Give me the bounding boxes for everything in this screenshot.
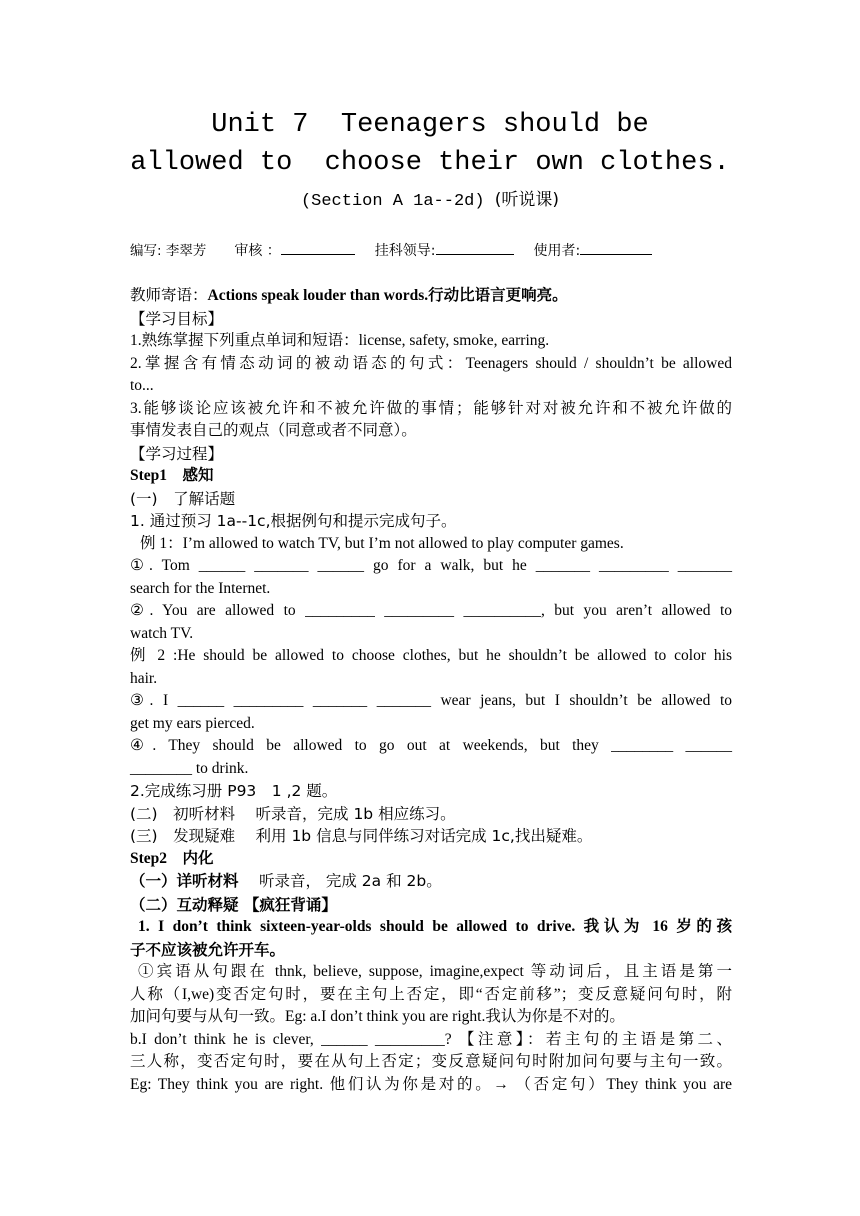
question-4-line-1: ④. They should be allowed to go out at weekends, but they ________ ______ (130, 737, 732, 754)
process-heading: 【学习过程】 (130, 444, 224, 463)
question-1-line-2: search for the Internet. (130, 579, 271, 597)
leader-label: 挂科领导: (374, 243, 436, 259)
reviewer-label: 审核 ： (234, 243, 281, 259)
leader-blank (436, 239, 514, 255)
content (130, 284, 732, 1096)
meta-line (130, 239, 732, 261)
motto-label: 教师寄语： (130, 286, 208, 304)
goal-1: 1.熟练掌握下列重点单词和短语：license, safety, smoke, earring. (130, 332, 550, 349)
step-2: Step2 内化 (130, 849, 214, 867)
note-1-line-4: b.I don’t think he is clever, ______ _________? 【注意】：若主句的主语是第二、 (130, 1030, 732, 1048)
note-1-line-1: ①宾语从句跟在 thnk, believe, suppose, imagine,expect 等动词后，且主语是第一 (138, 963, 732, 980)
title-line-2: allowed to choose their own clothes. (130, 148, 730, 178)
question-3-line-2: get my ears pierced. (130, 714, 255, 732)
section-range: (Section A 1a--2d) (300, 192, 485, 211)
example-1: 例 1：I’m allowed to watch TV, but I’m not allowed to play computer games. (140, 534, 624, 552)
sentence-1-line-1: 1. I don’t think sixteen-year-olds should be allowed to drive. 我认为 16 岁的孩 (138, 918, 732, 935)
goal-3-line-2: 事情发表自己的观点（同意或者不同意）。 (130, 422, 417, 439)
goal-2-line-1: 2.掌握含有情态动词的被动语态的句式：Teenagers should / shouldn’t be allowed (130, 354, 732, 372)
question-2-line-1: ②. You are allowed to _________ _________ __________, but you aren’t allowed to (130, 602, 732, 619)
example-2-line-1: 例 2 :He should be allowed to choose clothes, but he shouldn’t be allowed to color his (130, 647, 732, 664)
part-5: （二）互动释疑 【疯狂背诵】 (130, 895, 337, 914)
reviewer-blank (281, 239, 355, 255)
motto (130, 284, 732, 308)
user-label: 使用者: (533, 243, 581, 259)
question-3-line-1: ③. I ______ _________ _______ _______ wear jeans, but I shouldn’t be allowed to (130, 692, 732, 709)
question-2-line-2: watch TV. (130, 624, 194, 642)
author: 编写: 李翠芳 (130, 243, 207, 259)
part-4-text: 听录音， 完成 2a 和 2b。 (238, 872, 442, 890)
part-3: (三) 发现疑难 利用 1b 信息与同伴练习对话完成 1c,找出疑难。 (130, 827, 593, 845)
part-1: (一) 了解话题 (130, 489, 236, 508)
user-blank (580, 239, 652, 255)
question-1-line-1: ①. Tom ______ _______ ______ go for a walk, but he _______ _________ _______ (130, 557, 732, 574)
part-4-heading: （一）详听材料 (130, 872, 239, 890)
note-1-line-3: 加问句要与从句一致。Eg: a.I don’t think you are right.我认为你是不对的。 (130, 1008, 625, 1025)
lesson-type: (听说课) (494, 190, 560, 210)
note-1-line-6: Eg: They think you are right. 他们认为你是对的。→ （否定句）They think you are (130, 1075, 732, 1093)
goal-2-line-2: to... (130, 377, 154, 394)
item-1: 1. 通过预习 1a--1c,根据例句和提示完成句子。 (130, 512, 457, 530)
motto-text: Actions speak louder than words.行动比语言更响亮。 (207, 287, 568, 304)
goal-3-line-1: 3.能够谈论应该被允许和不被允许做的事情；能够针对对被允许和不被允许做的 (130, 399, 732, 417)
sentence-1-line-2: 子不应该被允许开车。 (130, 940, 286, 959)
example-2-line-2: hair. (130, 669, 158, 687)
question-4-line-2: ________ to drink. (130, 759, 249, 777)
part-2: (二) 初听材料 听录音，完成 1b 相应练习。 (130, 804, 456, 823)
item-2: 2.完成练习册 P93 1 ,2 题。 (130, 782, 338, 800)
part-4 (130, 870, 732, 894)
subtitle (0, 188, 860, 214)
step-1: Step1 感知 (130, 467, 214, 484)
note-1-line-5: 三人称，变否定句时，要在从句上否定；变反意疑问句时附加问句要与主句一致。 (130, 1053, 732, 1070)
note-1-line-2: 人称（I,we)变否定句时，要在主句上否定，即“否定前移”；变反意疑问句时，附 (130, 985, 732, 1003)
title-line-1: Unit 7 Teenagers should be (211, 110, 649, 140)
goals-heading: 【学习目标】 (130, 309, 224, 328)
